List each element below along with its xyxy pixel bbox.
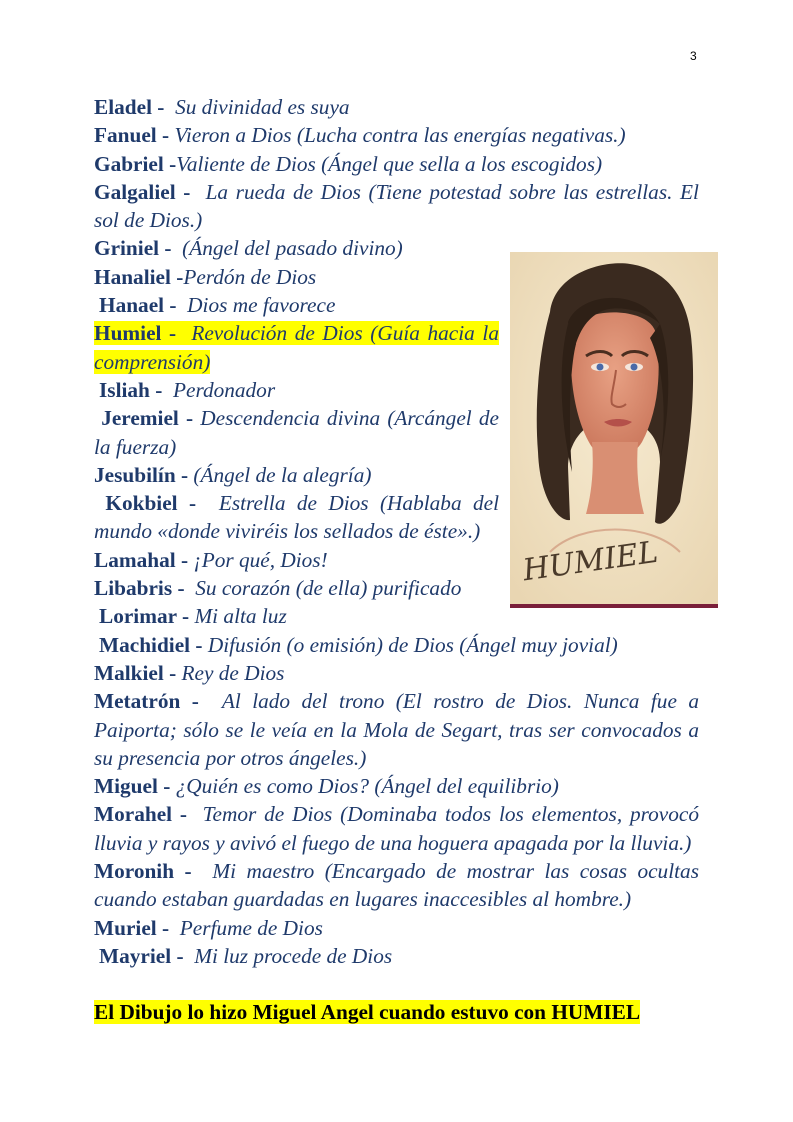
angel-meaning: Vieron a Dios (Lucha contra las energías negativas.) <box>174 123 626 148</box>
angel-name: Miguel - <box>94 774 171 799</box>
angel-meaning: Difusión (o emisión) de Dios (Ángel muy jovial) <box>207 632 618 657</box>
highlighted-entry <box>94 321 499 373</box>
entry-gabriel <box>94 150 699 178</box>
entry-malkiel <box>94 659 699 687</box>
entry-eladel <box>94 93 699 121</box>
entry-hanaliel <box>94 263 499 291</box>
angel-meaning: Perfume de Dios <box>179 915 323 940</box>
angel-meaning: (Ángel del pasado divino) <box>182 236 403 261</box>
entry-mayriel <box>94 942 699 970</box>
blank-line <box>94 970 699 998</box>
drawing-credit <box>94 998 699 1026</box>
angel-name: Libabris - <box>94 576 185 601</box>
angel-name: Lamahal - <box>94 547 189 572</box>
entry-lorimar <box>94 602 504 630</box>
entry-libabris <box>94 574 499 602</box>
angel-meaning: Perdonador <box>172 377 276 402</box>
angel-meaning: Su divinidad es suya <box>175 95 350 119</box>
angel-name: Metatrón - <box>94 689 199 714</box>
angel-name: Muriel - <box>94 915 170 940</box>
angel-name: Galgaliel - <box>94 179 191 204</box>
angel-meaning: Al lado del trono (El rostro de Dios. Nunca fue a Paiporta; sólo se le veía en la Mola de Segart, tras ser convocados a su presencia por otros ángeles.) <box>94 689 699 770</box>
entry-muriel <box>94 914 699 942</box>
angel-name: Malkiel - <box>94 660 177 685</box>
angel-name: Jeremiel - <box>101 406 194 431</box>
angel-meaning: ¡Por qué, Dios! <box>193 547 328 572</box>
entry-morahel <box>94 800 699 857</box>
entry-isliah <box>94 376 504 404</box>
angel-meaning: Estrella de Dios (Hablaba del mundo «donde viviréis los sellados de éste».) <box>94 491 499 544</box>
angel-name: Hanaliel - <box>94 264 184 289</box>
angel-meaning: Perdón de Dios <box>183 264 317 289</box>
angel-meaning: Valiente de Dios (Ángel que sella a los escogidos) <box>176 151 603 176</box>
angel-name: Gabriel - <box>94 151 177 176</box>
entry-humiel <box>94 319 499 376</box>
angel-name: Mayriel - <box>99 943 184 968</box>
angel-name: Lorimar - <box>99 604 190 629</box>
entry-galgaliel <box>94 178 699 235</box>
angel-name: Kokbiel - <box>105 491 197 516</box>
drawing-credit-text: El Dibujo lo hizo Miguel Angel cuando estuvo con HUMIEL <box>94 1000 641 1025</box>
angel-name: Humiel - <box>94 321 177 346</box>
angel-meaning: Mi alta luz <box>194 604 287 629</box>
angel-name: Fanuel - <box>94 123 170 148</box>
angel-name: Isliah - <box>99 377 163 402</box>
page-number: 3 <box>690 49 697 63</box>
angel-meaning: Dios me favorece <box>187 293 336 318</box>
angel-meaning: Revolución de Dios (Guía hacia la comprensión) <box>94 321 499 374</box>
angel-name: Morahel - <box>94 802 187 827</box>
angel-meaning: Descendencia divina (Arcángel de la fuerza) <box>94 406 499 459</box>
angel-meaning: Temor de Dios (Dominaba todos los elementos, provocó lluvia y rayos y avivó el fuego de una hoguera apagada por la lluvia.) <box>94 802 699 855</box>
angel-name: Jesubilín - <box>94 462 189 487</box>
angel-meaning: Rey de Dios <box>181 660 285 685</box>
entry-lamahal <box>94 546 499 574</box>
humiel-portrait <box>510 252 718 608</box>
entry-jeremiel <box>94 404 499 461</box>
angel-meaning: (Ángel de la alegría) <box>193 462 372 487</box>
entry-fanuel <box>94 121 699 149</box>
portrait-drawing <box>510 252 718 604</box>
entry-miguel <box>94 772 699 800</box>
entry-griniel <box>94 234 499 262</box>
entry-jesubilin <box>94 461 499 489</box>
angel-name: Machidiel - <box>99 632 203 657</box>
angel-name: Eladel - <box>94 95 165 119</box>
angel-meaning: La rueda de Dios (Tiene potestad sobre las estrellas. El sol de Dios.) <box>94 179 699 233</box>
angel-name: Hanael - <box>99 293 177 318</box>
entry-metatron <box>94 687 699 772</box>
angel-name: Moronih - <box>94 859 192 884</box>
entry-kokbiel <box>94 489 499 546</box>
angel-meaning: Mi luz procede de Dios <box>194 943 393 968</box>
entry-hanael <box>94 291 504 319</box>
entry-moronih <box>94 857 699 914</box>
angel-meaning: ¿Quién es como Dios? (Ángel del equilibrio) <box>175 774 559 799</box>
angel-name: Griniel - <box>94 236 172 261</box>
entry-machidiel <box>94 631 699 659</box>
angel-meaning: Mi maestro (Encargado de mostrar las cosas ocultas cuando estaban guardadas en lugares inaccesibles al hombre.) <box>94 859 699 912</box>
angel-meaning: Su corazón (de ella) purificado <box>195 576 462 601</box>
portrait-signature: HUMIEL <box>520 534 661 589</box>
